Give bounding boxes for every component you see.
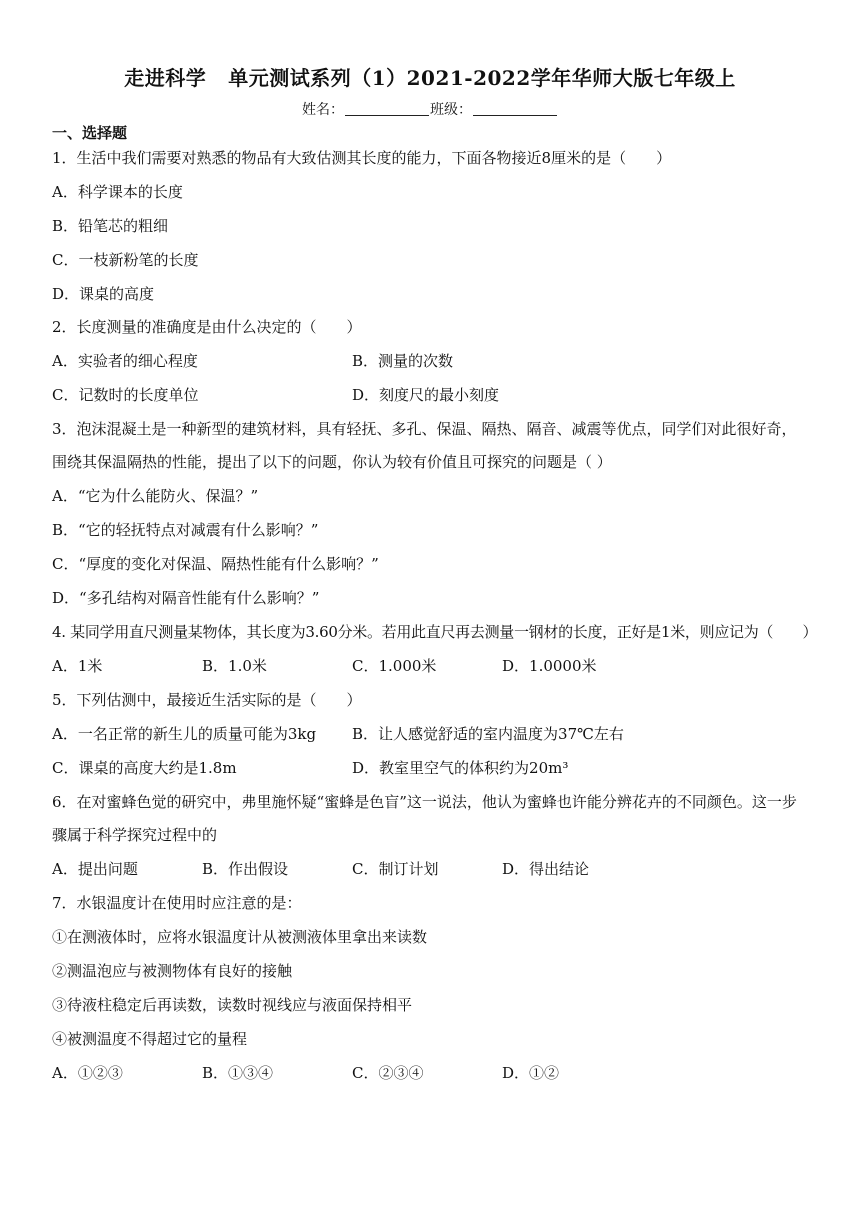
q2-stem: 2．长度测量的准确度是由什么决定的（ ） [52,318,362,336]
name-blank[interactable] [345,101,429,116]
title-part-a: 走进科学 [124,66,207,90]
q2-option-a[interactable]: A．实验者的细心程度 [52,352,198,370]
q4-option-b[interactable]: B．1.0米 [202,657,267,675]
q7-statement-2: ②测温泡应与被测物体有良好的接触 [52,962,293,980]
q1-option-d[interactable]: D．课桌的高度 [52,285,155,303]
q3-option-d[interactable]: D．“多孔结构对隔音性能有什么影响？” [52,589,320,607]
q7-stem: 7．水银温度计在使用时应注意的是： [52,894,302,912]
q4-stem: 4. 某同学用直尺测量某物体，其长度为3.60分米。若用此直尺再去测量一钢材的长度，正好是1米，则应记为（ ） [52,623,818,641]
q5-option-b[interactable]: B．让人感觉舒适的室内温度为37℃左右 [352,725,624,743]
q2-option-b[interactable]: B．测量的次数 [352,352,454,370]
q1-option-c[interactable]: C．一枝新粉笔的长度 [52,251,199,269]
q6-stem-line2: 骤属于科学探究过程中的 [52,826,218,844]
class-blank[interactable] [473,101,557,116]
q6-option-d[interactable]: D．得出结论 [502,860,590,878]
q5-stem: 5．下列估测中，最接近生活实际的是（ ） [52,691,362,709]
q5-option-d[interactable]: D．教室里空气的体积约为20m³ [352,759,569,777]
q7-statement-4: ④被测温度不得超过它的量程 [52,1030,248,1048]
q1-option-b[interactable]: B．铅笔芯的粗细 [52,217,169,235]
q2-option-c[interactable]: C．记数时的长度单位 [52,386,199,404]
q4-option-d[interactable]: D．1.0000米 [502,657,597,675]
q1-stem: 1．生活中我们需要对熟悉的物品有大致估测其长度的能力，下面各物接近8厘米的是（ ） [52,149,672,167]
q6-option-b[interactable]: B．作出假设 [202,860,289,878]
q7-statement-3: ③待液柱稳定后再读数，读数时视线应与液面保持相平 [52,996,413,1014]
student-info-bar [0,99,860,119]
q7-option-c[interactable]: C．②③④ [352,1064,424,1082]
q7-option-d[interactable]: D．①② [502,1064,560,1082]
title-part-b: 单元测试系列（1）2021-2022学年华师大版七年级上 [228,66,736,90]
class-label: 班级： [430,102,472,118]
q2-option-d[interactable]: D．刻度尺的最小刻度 [352,386,500,404]
q6-option-c[interactable]: C．制订计划 [352,860,439,878]
q7-statement-1: ①在测液体时，应将水银温度计从被测液体里拿出来读数 [52,928,428,946]
q7-option-a[interactable]: A．①②③ [52,1064,123,1082]
q3-stem-line2: 围绕其保温隔热的性能，提出了以下的问题，你认为较有价值且可探究的问题是（ ） [52,453,612,471]
q7-option-b[interactable]: B．①③④ [202,1064,274,1082]
q5-option-a[interactable]: A．一名正常的新生儿的质量可能为3kg [52,725,317,743]
q3-option-c[interactable]: C．“厚度的变化对保温、隔热性能有什么影响？” [52,555,379,573]
q5-option-c[interactable]: C．课桌的高度大约是1.8m [52,759,237,777]
q3-stem-line1: 3．泡沫混凝土是一种新型的建筑材料，具有轻抚、多孔、保温、隔热、隔音、减震等优点，同学们对此很好奇， [52,420,797,438]
q6-stem-line1: 6．在对蜜蜂色觉的研究中，弗里施怀疑“蜜蜂是色盲”这一说法，他认为蜜蜂也许能分辨花卉的不同颜色。这一步 [52,793,797,811]
q6-option-a[interactable]: A．提出问题 [52,860,138,878]
q4-option-c[interactable]: C．1.000米 [352,657,437,675]
q3-option-a[interactable]: A．“它为什么能防火、保温？” [52,487,259,505]
name-label: 姓名： [302,102,344,118]
exam-title [0,62,860,91]
q3-option-b[interactable]: B．“它的轻抚特点对减震有什么影响？” [52,521,319,539]
q4-option-a[interactable]: A．1米 [52,657,103,675]
section-heading: 一、选择题 [52,124,128,142]
q1-option-a[interactable]: A．科学课本的长度 [52,183,183,201]
